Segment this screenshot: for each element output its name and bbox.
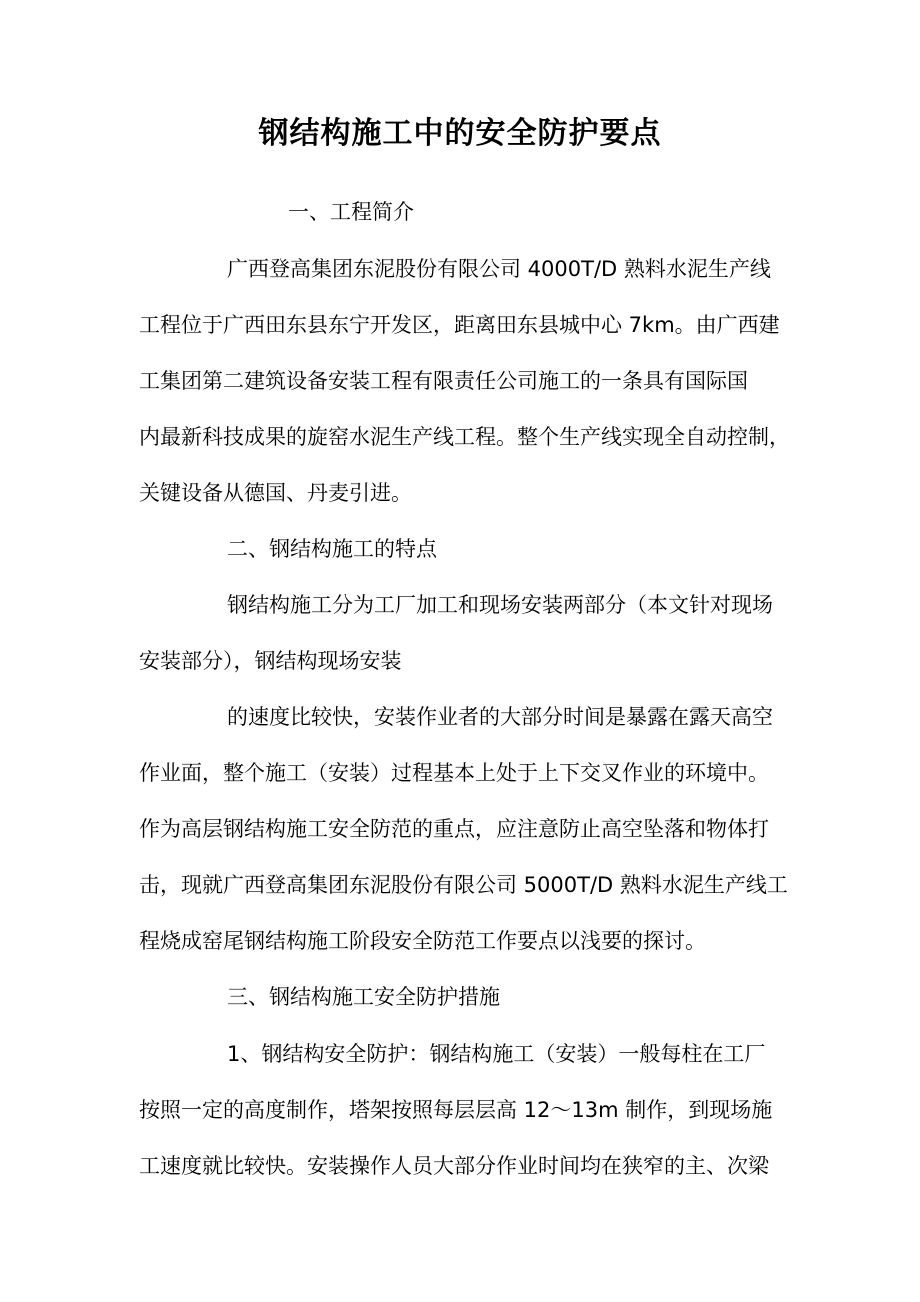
paragraph-line: 工程位于广西田东县东宁开发区，距离田东县城中心 7km。由广西建 — [139, 313, 780, 337]
paragraph-line: 关键设备从德国、丹麦引进。 — [139, 481, 412, 505]
paragraph-line: 击，现就广西登高集团东泥股份有限公司 5000T/D 熟料水泥生产线工 — [139, 873, 788, 897]
paragraph-line: 作业面，整个施工（安装）过程基本上处于上下交叉作业的环境中。 — [139, 761, 769, 785]
paragraph-line: 安装部分），钢结构现场安装 — [139, 649, 402, 673]
paragraph-line: 广西登高集团东泥股份有限公司 4000T/D 熟料水泥生产线 — [227, 257, 771, 281]
paragraph-line: 内最新科技成果的旋窑水泥生产线工程。整个生产线实现全自动控制， — [139, 425, 790, 449]
paragraph-line: 作为高层钢结构施工安全防范的重点，应注意防止高空坠落和物体打 — [139, 817, 769, 841]
document-title: 钢结构施工中的安全防护要点 — [258, 116, 662, 151]
paragraph-line: 钢结构施工分为工厂加工和现场安装两部分（本文针对现场 — [227, 593, 773, 617]
paragraph-line: 工速度就比较快。安装操作人员大部分作业时间均在狭窄的主、次梁 — [139, 1154, 769, 1178]
paragraph-line: 按照一定的高度制作，塔架按照每层层高 12～13m 制作，到现场施 — [139, 1098, 773, 1122]
paragraph-line: 的速度比较快，安装作业者的大部分时间是暴露在露天高空 — [227, 705, 773, 729]
paragraph-line: 1、钢结构安全防护：钢结构施工（安装）一般每柱在工厂 — [227, 1042, 766, 1066]
section-heading-3: 三、钢结构施工安全防护措施 — [227, 985, 500, 1009]
section-heading-2: 二、钢结构施工的特点 — [227, 537, 437, 561]
section-heading-1: 一、工程简介 — [288, 200, 414, 224]
paragraph-line: 程烧成窑尾钢结构施工阶段安全防范工作要点以浅要的探讨。 — [139, 929, 706, 953]
paragraph-line: 工集团第二建筑设备安装工程有限责任公司施工的一条具有国际国 — [139, 369, 748, 393]
